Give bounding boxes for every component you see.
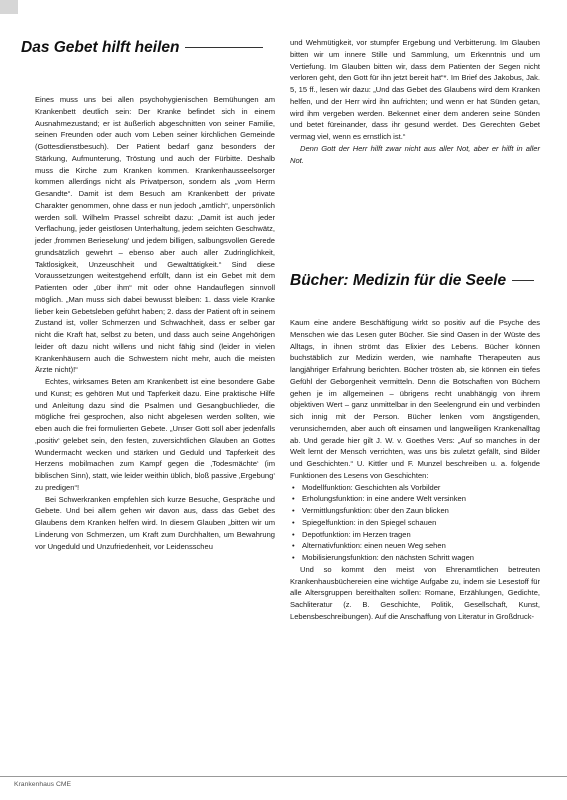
list-item: • Depotfunktion: im Herzen tragen xyxy=(290,529,540,541)
closing-italic: Denn Gott der Herr hilft zwar nicht aus aller Not, aber er hilft in aller Not. xyxy=(290,143,540,165)
list-item: • Erholungsfunktion: in eine andere Welt versinken xyxy=(290,493,540,505)
list-item: • Modellfunktion: Geschichten als Vorbilder xyxy=(290,482,540,494)
paragraph: Bei Schwerkranken empfehlen sich kurze Besuche, Gespräche und Gebete. Und bei allem gehen wir davon aus, dass das Gebet des Glaubens dem Kranken helfen wird. In diesem Glauben „bitten wir um Linderung von Schmerzen, um Kraft zum Durchhalten, um Bewahrung vor Ungeduld und Unzufriedenheit, vor Leidensscheu xyxy=(35,494,275,551)
title-rule xyxy=(185,47,263,48)
article-title-prayer-text: Das Gebet hilft heilen xyxy=(21,39,180,56)
list-item: • Spiegelfunktion: in den Spiegel schauen xyxy=(290,517,540,529)
list-item: • Alternativfunktion: einen neuen Weg sehen xyxy=(290,540,540,552)
title-rule xyxy=(512,280,534,281)
article-title-books xyxy=(290,272,534,290)
footer-divider xyxy=(0,776,567,777)
paragraph: Kaum eine andere Beschäftigung wirkt so positiv auf die Psyche des Menschen wie das Lesen guter Bücher. Sie sind Oasen in der Wüste des Alltags, in ihnen strömt das Elixier des Lebens. Bücher können buchstäblich zur Medizin werden, wie namhafte Therapeuten aus langjähriger Erfahrung berichten. Bücher trösten ab, sie können ein tiefes Gefühl der Geborgenheit vermitteln. Denn die Botschaften von Büchern gehen je im allgemeinen – übrigens recht unabhängig von ihrem objektiven Wert – ganz unmittelbar in den Seelengrund ein und verbinden sich innig mit der Person. Bücher lenken vom ängstigenden, verunsichernden, aber auch oft einsamen und langweiligen Krankenalltag ab. Und gerade hier gilt J. W. v. Goethes Vers: „Auf so manches in der Welt lernt der Mensch verrichten, was uns bis zuletzt gefällt, sind Bilder und Geschichten.“ U. Kittler und F. Munzel beschreiben u. a. folgende Funktionen des Lesens von Geschichten: xyxy=(290,318,540,480)
list-item: • Vermittlungsfunktion: über den Zaun blicken xyxy=(290,505,540,517)
books-column xyxy=(290,317,540,623)
functions-list xyxy=(290,482,540,564)
article-title-prayer xyxy=(21,39,263,57)
page-corner-tab xyxy=(0,0,18,14)
paragraph: und Wehmütigkeit, vor stumpfer Ergebung und Verbitterung. Im Glauben bitten wir um innere Stille und Sammlung, um Erkenntnis und um Vertiefung. Im Glauben bitten wir, dass dem Patienten der Segen nicht verloren geht, den Gott für ihn jetzt bereit hat“*. Im Brief des Jakobus, Jak. 5, 15 ff., lesen wir dazu: „Und das Gebet des Glaubens wird dem Kranken helfen, und der Herr wird ihn aufrichten; und wenn er hat Sünden getan, wird ihm vergeben werden. Bekennet einer dem anderen seine Sünden und betet füreinander, dass ihr gesund werdet. Des Gerechten Gebet vermag viel, wenn es ernstlich ist.“ xyxy=(290,38,540,141)
article-title-books-text: Bücher: Medizin für die Seele xyxy=(290,272,507,289)
paragraph: Und so kommt den meist von Ehrenamtlichen betreuten Krankenhausbüchereien eine wichtige Aufgabe zu, indem sie Lesestoff für alle Altersgruppen bereithalten sollen: Romane, Erzählungen, Gedichte, Sachliteratur (z. B. Geschichte, Politik, Gesellschaft, Kunst, Lebensbeschreibungen). Auf die Anschaffung von Literatur in Großdruck- xyxy=(290,564,540,621)
paragraph: Echtes, wirksames Beten am Krankenbett ist eine besondere Gabe und Kunst; es gehören Mut und Tapferkeit dazu. Eine praktische Hilfe und Anleitung dazu sind die Psalmen und Gesangbuchlieder, die mögliche frei gesprochen, also nicht abgelesen werden sollten, wie eben auch die frei formulierten Gebete. „Unser Gott soll aber jedenfalls ‚positiv‘ gelebet sein, den festen, zuversichtlichen Glauben an Gottes Wundermacht wecken und stärken und Geduld und Tapferkeit des Herzens mobilmachen zum Kampf gegen die ‚Todesmächte‘ (im biblischen Sinn), statt, wie leider weithin üblich, bloß passive ‚Ergebung‘ zu predigen“! xyxy=(35,377,275,492)
right-column xyxy=(290,37,540,166)
page-footer: Krankenhaus CME xyxy=(14,781,72,788)
list-item: • Mobilisierungsfunktion: den nächsten Schritt wagen xyxy=(290,552,540,564)
paragraph: Eines muss uns bei allen psychohygienischen Bemühungen am Krankenbett deutlich sein: Der Kranke befindet sich in einem Ausnahmezustand; er ist äußerlich abgeschnitten von seiner Familie, seinen Freunden oder auch vom Leben seiner kirchlichen Gemeinde (Gottesdienstbesuch). Der Patient bedarf ganz besonders der Stärkung, Aufmunterung, Tröstung und auch der Fürbitte. Deshalb muss die Kirche zum Kranken kommen. Krankenhausseelsorger kommen allerdings nicht als Privatperson, sondern als „vom Herrn Gesandte“. Damit ist dem Besuch am Krankenbett der private Charakter genommen, ohne dass er nun jedoch „amtlich“, unpersönlich werden soll. Wilhelm Prassel schreibt dazu: „Damit ist auch jeder Verflachung, jeder geistlosen Unterhaltung, jedem seichten Geschwätz, jeder ‚frommen Berieselung‘ und jedem billigen, salbungsvollen Gerede grundsätzlich gewehrt – ebenso aber auch aller Zudringlichkeit, Taktlosigkeit, Unzeuschheit und Gewalttätigkeit.“ Sind diese Voraussetzungen weitestgehend erfüllt, dann ist ein Gebet mit dem Patienten oder „über ihm“ mit oder ohne Handauflegen sinnvoll möglich. „Man muss sich dabei bewusst bleiben: 1. dass viele Kranke lieber kein Gebetsleben geführt haben; 2. dass der Patient oft in seinem Zustand ist, voller Schmerzen und Schwachheit, dass er selber gar nicht die Kraft hat, selbst zu beten, und dass auch seine Angehörigen leider oft dazu nicht willens und nicht fähig sind (leider in vielen Krankenhäusern auch die Schwestern nicht mehr, auch die meisten Ärzte nicht)!“ xyxy=(35,95,275,375)
left-column xyxy=(35,94,275,552)
